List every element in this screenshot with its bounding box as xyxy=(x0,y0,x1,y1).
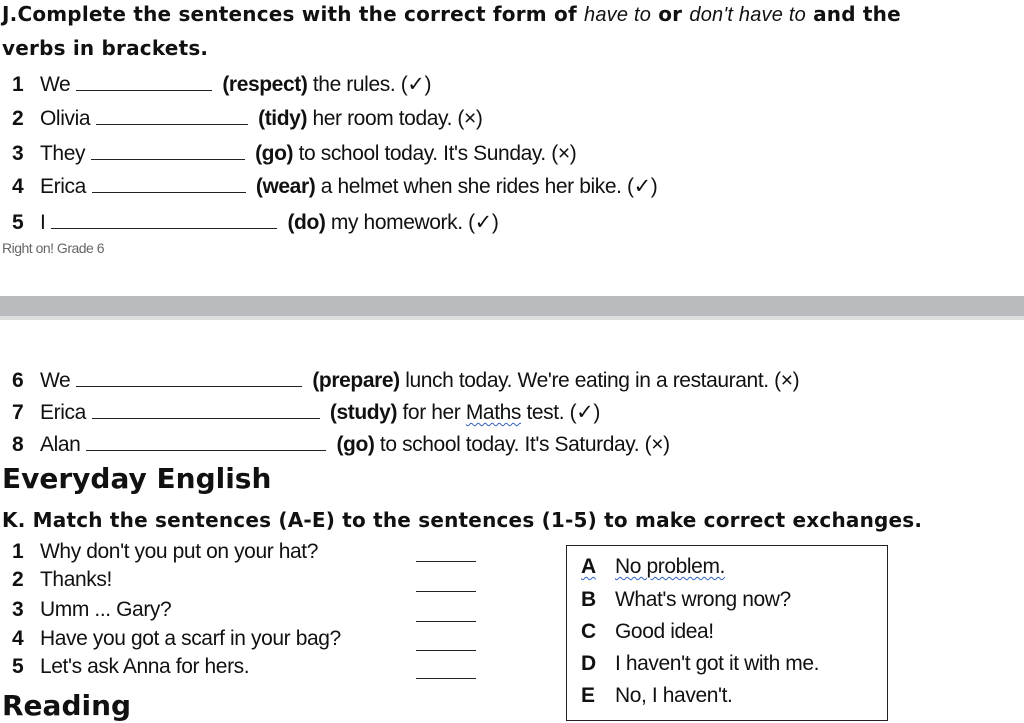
exercise-item: 8 Alan (go) to school today. It's Saturday. (×) xyxy=(12,433,670,456)
option-a: A No problem. xyxy=(581,555,725,578)
exercise-item: 2 Olivia (tidy) her room today. (×) xyxy=(12,107,483,130)
exercise-item: 5 I (do) my homework. (✓) xyxy=(12,211,499,234)
exercise-item: 1 We (respect) the rules. (✓) xyxy=(12,73,432,96)
exercise-item: 7 Erica (study) for her Maths test. (✓) xyxy=(12,401,600,424)
answer-blank[interactable] xyxy=(92,400,320,419)
option-b: B What's wrong now? xyxy=(581,588,791,611)
answer-blank[interactable] xyxy=(91,141,245,160)
exercise-item: 3 They (go) to school today. It's Sunday. (×) xyxy=(12,142,577,165)
section-j-title: J.Complete the sentences with the correct form of have to or don't have to and the xyxy=(2,2,901,26)
answer-blank[interactable] xyxy=(96,106,248,125)
answer-blank[interactable] xyxy=(76,72,212,91)
match-answer-blank[interactable] xyxy=(416,678,476,679)
option-d: D I haven't got it with me. xyxy=(581,652,820,675)
answer-blank[interactable] xyxy=(76,368,302,387)
section-title-reading: Reading xyxy=(2,689,132,722)
page-divider xyxy=(0,296,1024,316)
match-answer-blank[interactable] xyxy=(416,591,476,592)
spellcheck-word: Maths xyxy=(465,401,522,424)
section-title-everyday-english: Everyday English xyxy=(2,462,272,495)
match-item: 2 Thanks! xyxy=(12,568,112,591)
source-caption: Right on! Grade 6 xyxy=(2,240,105,256)
answer-blank[interactable] xyxy=(92,174,246,193)
option-c: C Good idea! xyxy=(581,620,714,643)
options-box xyxy=(566,545,888,721)
match-answer-blank[interactable] xyxy=(416,621,476,622)
exercise-item: 6 We (prepare) lunch today. We're eating in a restaurant. (×) xyxy=(12,369,800,392)
match-item: 1 Why don't you put on your hat? xyxy=(12,540,319,563)
section-j-title-line2: verbs in brackets. xyxy=(2,36,209,60)
section-k-title: K. Match the sentences (A-E) to the sentences (1-5) to make correct exchanges. xyxy=(2,508,923,532)
answer-blank[interactable] xyxy=(51,210,277,229)
match-item: 3 Umm ... Gary? xyxy=(12,598,172,621)
option-e: E No, I haven't. xyxy=(581,684,733,707)
exercise-item: 4 Erica (wear) a helmet when she rides her bike. (✓) xyxy=(12,175,658,198)
match-answer-blank[interactable] xyxy=(416,561,476,562)
match-answer-blank[interactable] xyxy=(416,650,476,651)
match-item: 4 Have you got a scarf in your bag? xyxy=(12,627,341,650)
match-item: 5 Let's ask Anna for hers. xyxy=(12,655,250,678)
answer-blank[interactable] xyxy=(86,432,326,451)
